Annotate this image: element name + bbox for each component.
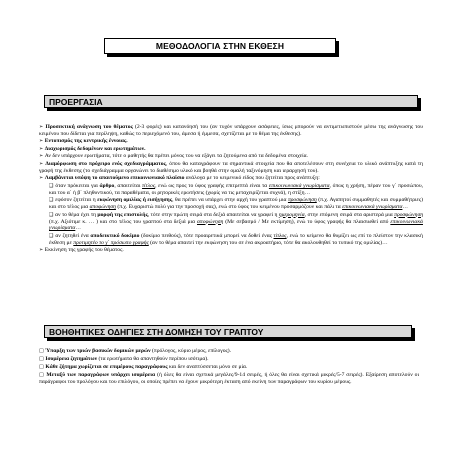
paragraph-no-questions: ➢ Αν δεν υπάρχουν ερωτήματα, τότε ο μαθητής θα πρέπει μόνος του να εξάγει τα ζητούμενα από τα δεδομένα στοιχεία.	[39, 153, 423, 160]
paragraph-essay: ❑ αν ζητηθεί ένα αποδεικτικό δοκίμιο (δοκίμιο πειθούς), τότε προαιρετικά μπορεί να δοθεί ένας τίτλος, ενώ το κείμενο θα θυμίζει ως επί το πλείστον την κλασική έκθεση με προτιμητέο το γ΄ πρόσωπο γραφής (αν το θέμα απαιτεί την εκφώνηση του σε ένα ακροατήριο, τότε θα ακολουθηθεί το τυπικό της ομιλίας)…	[39, 233, 423, 247]
paragraph-speech: ❑ εφόσον ζητείται η εκφώνηση ομιλίας ή εισήγησης, θα πρέπει να υπάρχει στην αρχή του γραπτού μια προσφώνηση (π.χ. Αγαπητοί συμμαθητές και συμμαθήτριες) και στο τέλος μια αποφώνηση (π.χ. Ευχαριστώ πολύ για την προσοχή σας), ενώ στο ύφος του κειμένου προσαρμόζουν και πάλι τα επικοινωνιακά γνωρίσματα…	[39, 197, 423, 211]
paragraph-outline: ➢ Διαμόρφωση στο πρόχειρο ενός σχεδιαγράμματος, όπου θα καταγράφουν τα σημαντικά στοιχεία που θα αποτελέσουν στη συνέχεια το υλικό ανάπτυξης κατά τη γραφή της έκθεσης (το σχεδιάγραμμα οργανώνει το διαθέσιμο υλικό και βοηθά στην ομαλή ταξινόμηση και ιεραρχησή του).	[39, 161, 423, 175]
paragraph-article: ❑ όταν πρόκειται για άρθρο, απαιτείται τίτλος, ενώ ως προς το ύφος γραφής επιτρεπτά είναι τα επικοινωνιακά γνωρίσματα, όπως η χρήση, πέραν του γ΄ προσώπου, και του α΄ ή β΄ πληθυντικού, τα παραθέματα, οι ρητορικές ερωτήσεις (χωρίς να τις μεταχειρίζεται συχνά), η στίξη…	[39, 183, 423, 197]
paragraph-careful-reading: ➢ Προσεκτική ανάγνωση του θέματος (2-3 φορές) και κατανόησή του (αν τυχόν υπάρχουν ασάφειες, ίσως μπορούν να αντιμετωπιστούν μέσω της ανάγνωσης του κειμένου που δίδεται για περίληψη, καθώς το περιεχόμενό του, άμεσα ή έμμεσα, σχετίζεται με το θέμα της έκθεσης).	[39, 124, 423, 138]
page-title: ΜΕΘΟΔΟΛΟΓΙΑ ΣΤΗΝ ΕΚΘΕΣΗ	[104, 38, 336, 54]
paragraph-start-writing: ➢ Εκκίνηση της γραφής του θέματος.	[39, 247, 423, 254]
guideline-three-parts: □ Ύπαρξη των τριών βασικών δομικών μερών (πρόλογος, κύριο μέρος, επίλογος).	[39, 348, 419, 355]
section-heading-preparation: ΠΡΟΕΡΓΑΣΙΑ	[44, 95, 418, 108]
paragraph-communication-context: ➢ Λαμβάνεται υπόψη το απαιτούμενο επικοινωνιακό πλαίσιο ανάλογα με το κειμενικό είδος που ζητείται προς ανάπτυξη:	[39, 175, 423, 182]
guideline-sub-paragraphs: □ Κάθε ζήτημα χωρίζεται σε επιμέρους παραγράφους και δεν αναπτύσσεται μόνο σε μία.	[39, 364, 419, 371]
paragraph-letter: ❑ αν το θέμα έχει τη μορφή της επιστολής, τότε στην πρώτη σειρά στα δεξιά απαιτείται να γραφεί η ημερομηνία, στην επόμενη σειρά στα αριστερά μια προσφώνηση (π.χ. Αξιότιμε κ. … ) και στο τέλος του γραπτού στα δεξιά μια αποφώνηση (Με σεβασμό / Με εκτίμηση), ενώ το ύφος γραφής θα πλαισιωθεί από επικοινωνιακά γνωρίσματα…	[39, 212, 423, 233]
section-heading-structure-guidelines: ΒΟΗΘΗΤΙΚΕΣ ΟΔΗΓΙΕΣ ΣΤΗ ΔΟΜΗΣΗ ΤΟΥ ΓΡΑΠΤΟΥ	[44, 325, 412, 338]
paragraph-data-questions: ➢ Διαχωρισμός δεδομένων και ερωτημάτων.	[39, 146, 423, 153]
guideline-balance-issues: □ Ισομέρεια ζητημάτων (τα ερωτήματα θα απαντηθούν περίπου ισότιμα).	[39, 356, 419, 363]
section-body-preparation	[39, 124, 423, 255]
paragraph-central-concept: ➢ Εντοπισμός της κεντρικής έννοιας.	[39, 138, 423, 145]
guideline-paragraph-balance: □ Μεταξύ των παραγράφων υπάρχει ισομέρεια (ή όλες θα είναι σχετικά μεγάλες/9-14 σειρές, ή όλες θα είναι σχετικά μικρές/5-7 σειρές). Εξαίρεση αποτελούν οι παράγραφοι του προλόγου και του επιλόγου, οι οποίες πρέπει να έχουν μικρότερη έκταση από εκείνη των παραγράφων του κυρίου μέρους.	[39, 372, 419, 387]
section-body-structure-guidelines	[39, 348, 419, 387]
